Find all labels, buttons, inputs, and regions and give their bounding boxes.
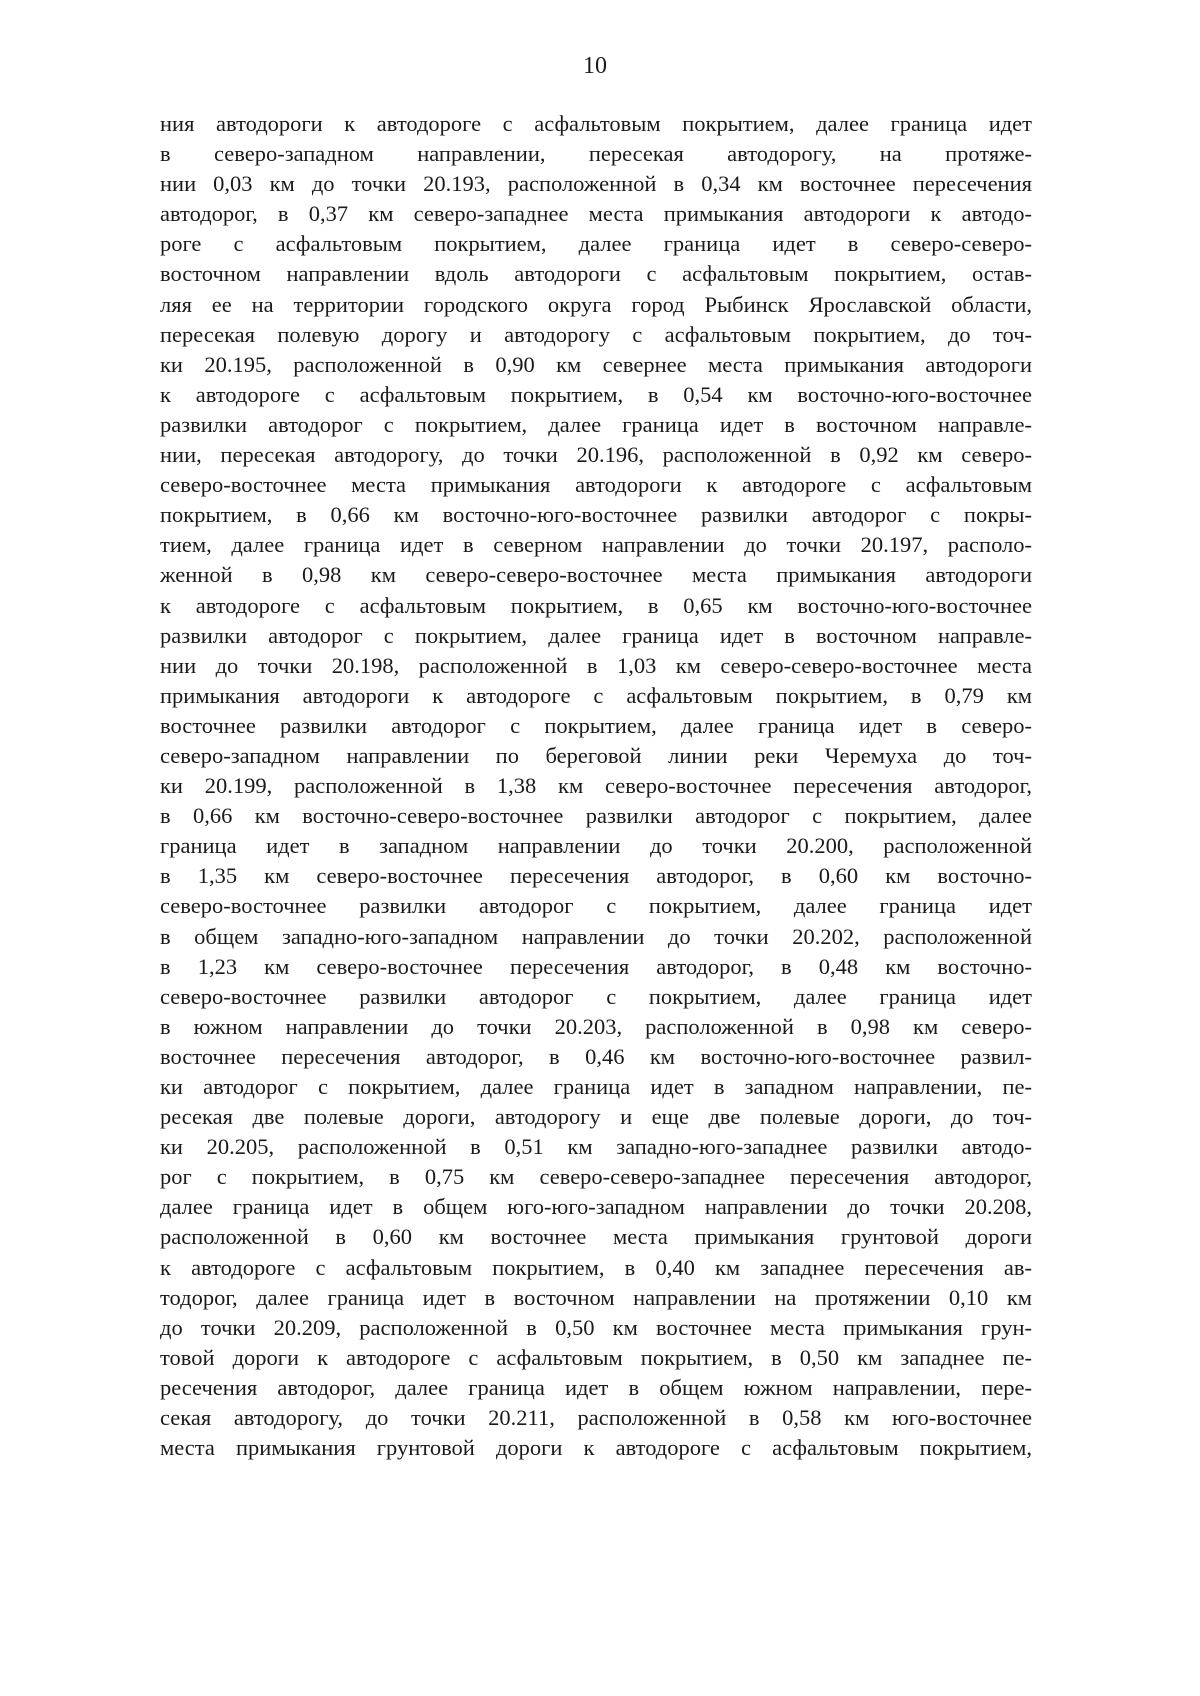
text-line: восточнее развилки автодорог с покрытием, далее граница идет в северо- (160, 712, 1032, 738)
text-line: развилки автодорог с покрытием, далее граница идет в восточном направле- (160, 622, 1032, 648)
text-line: товой дороги к автодороге с асфальтовым покрытием, в 0,50 км западнее пе- (160, 1344, 1032, 1370)
text-line: северо-западном направлении по береговой линии реки Черемуха до точ- (160, 742, 1032, 768)
text-line: в 1,35 км северо-восточнее пересечения автодорог, в 0,60 км восточно- (160, 863, 1032, 889)
text-line: северо-восточнее места примыкания автодороги к автодороге с асфальтовым (160, 472, 1032, 498)
text-line: нии до точки 20.198, расположенной в 1,03 км северо-северо-восточнее места (160, 652, 1032, 678)
text-line: ресекая две полевые дороги, автодорогу и еще две полевые дороги, до точ- (160, 1104, 1032, 1130)
text-line: покрытием, в 0,66 км восточно-юго-восточнее развилки автодорог с покры- (160, 502, 1032, 528)
text-line: ляя ее на территории городского округа город Рыбинск Ярославской области, (160, 291, 1032, 317)
text-line: северо-восточнее развилки автодорог с покрытием, далее граница идет (160, 983, 1032, 1009)
text-line: в южном направлении до точки 20.203, расположенной в 0,98 км северо- (160, 1013, 1032, 1039)
text-line: рог с покрытием, в 0,75 км северо-северо-западнее пересечения автодорог, (160, 1164, 1032, 1190)
text-line: пересекая полевую дорогу и автодорогу с асфальтовым покрытием, до точ- (160, 321, 1032, 347)
text-line: развилки автодорог с покрытием, далее граница идет в восточном направле- (160, 411, 1032, 437)
text-line: в 0,66 км восточно-северо-восточнее развилки автодорог с покрытием, далее (160, 803, 1032, 829)
text-line: автодорог, в 0,37 км северо-западнее места примыкания автодороги к автодо- (160, 201, 1032, 227)
text-line: примыкания автодороги к автодороге с асфальтовым покрытием, в 0,79 км (160, 682, 1032, 708)
text-line: тодорог, далее граница идет в восточном направлении на протяжении 0,10 км (160, 1284, 1032, 1310)
text-line: ки 20.199, расположенной в 1,38 км северо-восточнее пересечения автодорог, (160, 773, 1032, 799)
text-line: женной в 0,98 км северо-северо-восточнее места примыкания автодороги (160, 562, 1032, 588)
text-line: граница идет в западном направлении до точки 20.200, расположенной (160, 833, 1032, 859)
text-line: восточнее пересечения автодорог, в 0,46 км восточно-юго-восточнее развил- (160, 1043, 1032, 1069)
text-line: ки 20.205, расположенной в 0,51 км западно-юго-западнее развилки автодо- (160, 1134, 1032, 1160)
text-line: к автодороге с асфальтовым покрытием, в 0,40 км западнее пересечения ав- (160, 1254, 1032, 1280)
text-line: северо-восточнее развилки автодорог с покрытием, далее граница идет (160, 893, 1032, 919)
text-line: в общем западно-юго-западном направлении до точки 20.202, расположенной (160, 923, 1032, 949)
text-line: нии 0,03 км до точки 20.193, расположенной в 0,34 км восточнее пересечения (160, 171, 1032, 197)
text-line: расположенной в 0,60 км восточнее места примыкания грунтовой дороги (160, 1224, 1032, 1250)
text-line: восточном направлении вдоль автодороги с асфальтовым покрытием, остав- (160, 261, 1032, 287)
text-line: тием, далее граница идет в северном направлении до точки 20.197, располо- (160, 532, 1032, 558)
text-line: в северо-западном направлении, пересекая автодорогу, на протяже- (160, 141, 1032, 167)
text-line: ки 20.195, расположенной в 0,90 км севернее места примыкания автодороги (160, 351, 1032, 377)
text-line: места примыкания грунтовой дороги к автодороге с асфальтовым покрытием, (160, 1435, 1032, 1461)
text-line: роге с асфальтовым покрытием, далее граница идет в северо-северо- (160, 231, 1032, 257)
text-line: далее граница идет в общем юго-юго-западном направлении до точки 20.208, (160, 1194, 1032, 1220)
text-line: к автодороге с асфальтовым покрытием, в 0,65 км восточно-юго-восточнее (160, 592, 1032, 618)
text-line: в 1,23 км северо-восточнее пересечения автодорог, в 0,48 км восточно- (160, 953, 1032, 979)
text-line: нии, пересекая автодорогу, до точки 20.196, расположенной в 0,92 км северо- (160, 442, 1032, 468)
text-line: к автодороге с асфальтовым покрытием, в 0,54 км восточно-юго-восточнее (160, 381, 1032, 407)
text-line: ния автодороги к автодороге с асфальтовым покрытием, далее граница идет (160, 111, 1032, 136)
text-line: ресечения автодорог, далее граница идет в общем южном направлении, пере- (160, 1374, 1032, 1400)
page-number: 10 (583, 53, 607, 79)
text-line: до точки 20.209, расположенной в 0,50 км восточнее места примыкания грун- (160, 1314, 1032, 1340)
text-line: ки автодорог с покрытием, далее граница идет в западном направлении, пе- (160, 1074, 1032, 1099)
body-paragraph (160, 109, 1032, 1463)
text-line: секая автодорогу, до точки 20.211, расположенной в 0,58 км юго-восточнее (160, 1405, 1032, 1431)
